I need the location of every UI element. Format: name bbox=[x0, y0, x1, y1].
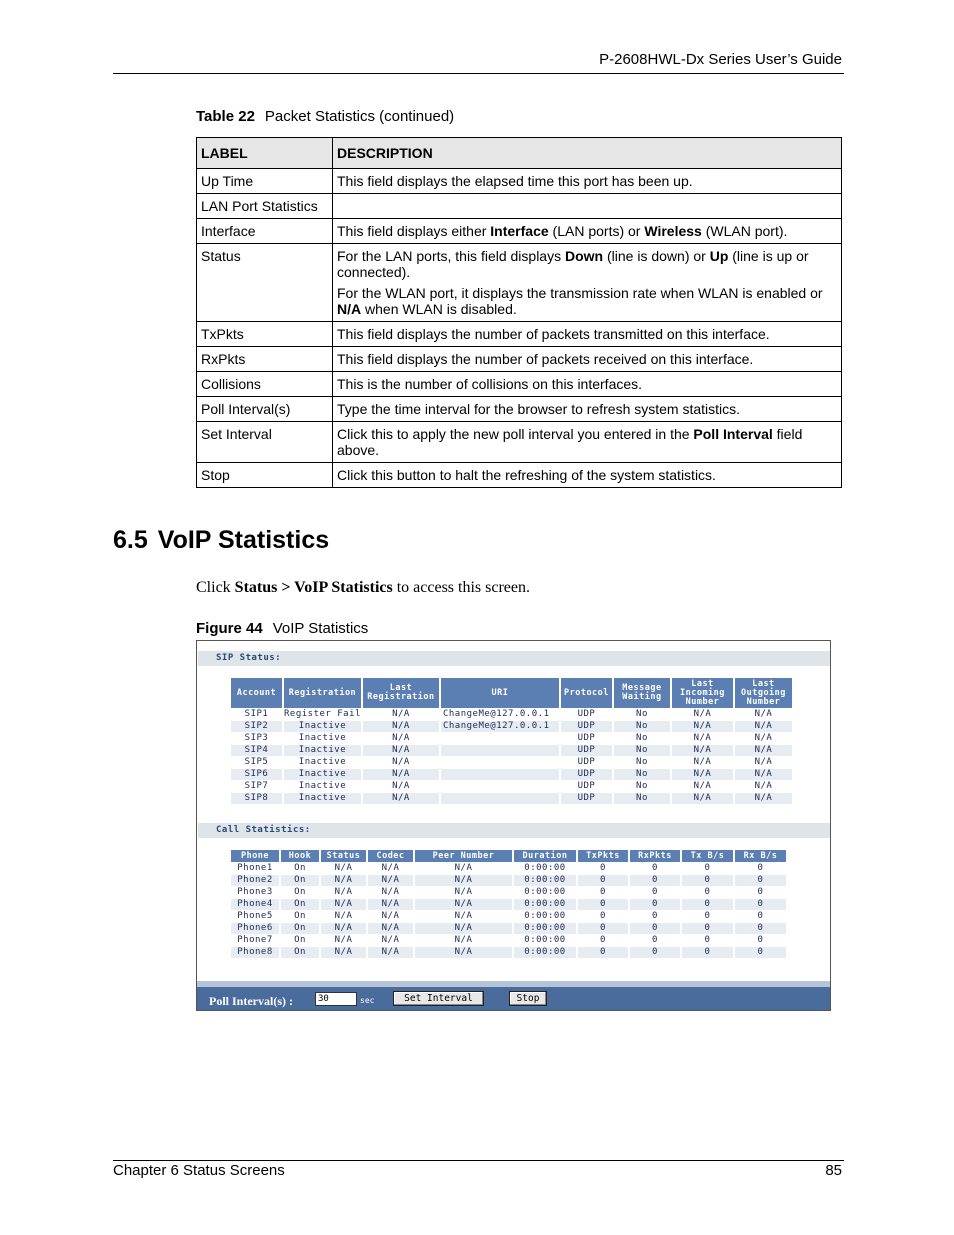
table-cell: Inactive bbox=[284, 745, 361, 756]
table-cell: 0:00:00 bbox=[524, 911, 566, 921]
column-header: RxPkts bbox=[630, 850, 680, 862]
table-row bbox=[197, 194, 842, 219]
table-row bbox=[197, 244, 842, 322]
footer-chapter: Chapter 6 Status Screens bbox=[113, 1162, 285, 1179]
sip-status-title: SIP Status: bbox=[198, 651, 830, 666]
poll-interval-input[interactable] bbox=[315, 992, 357, 1006]
table-cell: 0 bbox=[652, 887, 658, 897]
column-header: Last Registration bbox=[363, 678, 439, 708]
row-label: Interface bbox=[197, 219, 333, 244]
table-cell: 0 bbox=[704, 887, 711, 897]
table-cell: SIP3 bbox=[244, 733, 269, 743]
table-row bbox=[197, 219, 842, 244]
table-cell: N/A bbox=[693, 757, 712, 767]
table-cell: UDP bbox=[577, 709, 596, 719]
call-table-row bbox=[231, 863, 786, 874]
table-cell: 0:00:00 bbox=[524, 887, 566, 897]
column-header: Codec bbox=[368, 850, 413, 862]
table-header-row bbox=[197, 138, 842, 169]
table-cell: SIP8 bbox=[231, 793, 282, 804]
table-cell: N/A bbox=[381, 887, 400, 897]
table-cell: 0 bbox=[735, 947, 786, 958]
table-cell: 0 bbox=[630, 875, 680, 886]
table-cell: On bbox=[294, 935, 306, 945]
table-cell: N/A bbox=[368, 923, 413, 934]
table-cell: SIP7 bbox=[244, 781, 269, 791]
row-description: Click this button to halt the refreshing of the system statistics. bbox=[333, 463, 842, 488]
row-description bbox=[333, 422, 842, 463]
table-cell: N/A bbox=[735, 745, 792, 756]
sip-table-row bbox=[231, 721, 792, 732]
table-cell: N/A bbox=[381, 935, 400, 945]
table-cell: N/A bbox=[321, 899, 366, 910]
column-header: Peer Number bbox=[415, 850, 512, 862]
table-cell: UDP bbox=[561, 721, 612, 732]
paragraph bbox=[337, 285, 837, 317]
table-cell: 0 bbox=[757, 935, 764, 945]
table-cell: N/A bbox=[363, 793, 439, 804]
header-rule bbox=[113, 73, 844, 74]
table-cell: Phone5 bbox=[237, 911, 273, 921]
table-cell: 0 bbox=[600, 863, 606, 873]
table-cell: On bbox=[281, 875, 319, 886]
table-cell: No bbox=[636, 757, 648, 767]
table-cell: N/A bbox=[454, 911, 473, 921]
table-cell: Inactive bbox=[298, 781, 347, 791]
table-row bbox=[197, 463, 842, 488]
table-cell: N/A bbox=[693, 781, 712, 791]
table-cell: Inactive bbox=[284, 769, 361, 780]
poll-interval-bar bbox=[197, 981, 830, 1010]
table-cell: 0:00:00 bbox=[514, 947, 576, 958]
text-run: (WLAN port). bbox=[701, 223, 788, 239]
table-cell: N/A bbox=[415, 899, 512, 910]
table-cell: Inactive bbox=[284, 793, 361, 804]
table-cell: N/A bbox=[334, 911, 353, 921]
table-cell bbox=[441, 793, 559, 804]
running-header: P-2608HWL-Dx Series User’s Guide bbox=[599, 51, 842, 68]
table-cell: 0 bbox=[757, 887, 764, 897]
sip-table-row bbox=[231, 745, 792, 756]
table-cell: ChangeMe@127.0.0.1 bbox=[441, 721, 559, 732]
table-cell: N/A bbox=[334, 863, 353, 873]
table-cell: N/A bbox=[693, 733, 712, 743]
call-table-row bbox=[231, 923, 786, 934]
table-cell: UDP bbox=[577, 757, 596, 767]
table-cell: On bbox=[294, 911, 306, 921]
sip-status-table bbox=[229, 677, 794, 805]
table-cell: 0 bbox=[735, 899, 786, 910]
description-column-header: DESCRIPTION bbox=[333, 138, 842, 169]
table-cell: 0 bbox=[630, 923, 680, 934]
column-header: Hook bbox=[281, 850, 319, 862]
table-cell: No bbox=[636, 733, 648, 743]
column-header: Last Incoming Number bbox=[672, 678, 733, 708]
table-cell: N/A bbox=[735, 793, 792, 804]
table-cell: No bbox=[614, 769, 670, 780]
table-cell: N/A bbox=[672, 721, 733, 732]
table-cell bbox=[441, 733, 559, 744]
text-run: (LAN ports) or bbox=[548, 223, 645, 239]
table-cell: Phone2 bbox=[231, 875, 279, 886]
table-caption bbox=[196, 108, 454, 125]
sip-table-row bbox=[231, 709, 792, 720]
table-cell: 0 bbox=[682, 923, 733, 934]
text-run: This field displays either bbox=[337, 223, 491, 239]
page-number: 85 bbox=[825, 1162, 842, 1179]
table-cell: N/A bbox=[415, 875, 512, 886]
table-cell: SIP1 bbox=[244, 709, 269, 719]
table-row bbox=[197, 372, 842, 397]
table-row bbox=[197, 422, 842, 463]
column-header: Tx B/s bbox=[682, 850, 733, 862]
table-cell: 0 bbox=[682, 899, 733, 910]
table-cell: N/A bbox=[672, 769, 733, 780]
table-cell: Phone7 bbox=[237, 935, 273, 945]
row-description: This field displays the number of packets received on this interface. bbox=[333, 347, 842, 372]
column-header: URI bbox=[441, 678, 559, 708]
row-label: RxPkts bbox=[197, 347, 333, 372]
table-cell: ChangeMe@127.0.0.1 bbox=[442, 709, 550, 719]
table-cell: N/A bbox=[454, 935, 473, 945]
table-cell: N/A bbox=[392, 757, 410, 767]
table-cell: N/A bbox=[363, 721, 439, 732]
table-cell: N/A bbox=[392, 733, 410, 743]
table-cell: 0:00:00 bbox=[514, 923, 576, 934]
text-run: Click this to apply the new poll interval you entered in the bbox=[337, 426, 694, 442]
table-cell: 0 bbox=[600, 935, 606, 945]
table-cell: Phone8 bbox=[231, 947, 279, 958]
table-cell: N/A bbox=[693, 709, 712, 719]
table-cell: On bbox=[294, 863, 306, 873]
table-cell: 0 bbox=[630, 899, 680, 910]
table-cell: UDP bbox=[561, 793, 612, 804]
table-cell: N/A bbox=[415, 923, 512, 934]
table-cell: N/A bbox=[672, 745, 733, 756]
table-cell: N/A bbox=[392, 709, 410, 719]
table-cell: No bbox=[636, 709, 648, 719]
intro-paragraph bbox=[196, 579, 530, 597]
table-cell: On bbox=[281, 947, 319, 958]
column-header: Rx B/s bbox=[735, 850, 786, 862]
text-run: Click bbox=[196, 579, 235, 596]
table-cell: N/A bbox=[321, 923, 366, 934]
bold-term: Up bbox=[709, 248, 729, 264]
row-label: TxPkts bbox=[197, 322, 333, 347]
section-number: 6.5 bbox=[113, 526, 148, 554]
row-description: This field displays the number of packets transmitted on this interface. bbox=[333, 322, 842, 347]
table-cell: N/A bbox=[672, 793, 733, 804]
table-cell: 0 bbox=[652, 911, 658, 921]
table-cell: N/A bbox=[454, 887, 473, 897]
table-cell: On bbox=[294, 887, 306, 897]
table-cell: On bbox=[281, 899, 319, 910]
sip-table-row bbox=[231, 769, 792, 780]
sip-header-row bbox=[231, 678, 792, 708]
table-cell: UDP bbox=[561, 769, 612, 780]
table-cell bbox=[441, 757, 559, 768]
table-cell: 0 bbox=[600, 911, 606, 921]
table-cell: 0 bbox=[682, 875, 733, 886]
table-cell: UDP bbox=[577, 781, 596, 791]
column-header: Account bbox=[231, 678, 282, 708]
row-label: Status bbox=[197, 244, 333, 322]
table-cell: N/A bbox=[368, 875, 413, 886]
table-cell: 0 bbox=[578, 923, 628, 934]
table-cell bbox=[441, 769, 559, 780]
call-statistics-title: Call Statistics: bbox=[198, 823, 830, 838]
table-cell: 0 bbox=[757, 911, 764, 921]
sip-table-row bbox=[231, 793, 792, 804]
table-cell: 0 bbox=[735, 875, 786, 886]
table-cell: N/A bbox=[415, 947, 512, 958]
bold-term: Poll Interval bbox=[693, 426, 773, 442]
table-cell: 0 bbox=[578, 899, 628, 910]
table-title: Packet Statistics (continued) bbox=[264, 108, 455, 125]
table-number: Table 22 bbox=[196, 108, 255, 125]
table-cell: N/A bbox=[363, 769, 439, 780]
table-row bbox=[197, 347, 842, 372]
poll-interval-unit: sec bbox=[360, 996, 375, 1005]
table-cell: N/A bbox=[334, 887, 353, 897]
table-cell: N/A bbox=[754, 733, 773, 743]
table-cell: UDP bbox=[561, 745, 612, 756]
column-header: Registration bbox=[284, 678, 361, 708]
table-cell: 0 bbox=[578, 875, 628, 886]
row-description: This is the number of collisions on this interfaces. bbox=[333, 372, 842, 397]
figure-caption bbox=[196, 620, 368, 637]
table-cell: Register Fail bbox=[284, 709, 361, 719]
bold-term: Interface bbox=[490, 223, 549, 239]
figure-title: VoIP Statistics bbox=[272, 620, 369, 637]
row-label: Stop bbox=[197, 463, 333, 488]
figure-number: Figure 44 bbox=[196, 620, 263, 637]
column-header: TxPkts bbox=[578, 850, 628, 862]
footer-rule bbox=[113, 1160, 844, 1161]
table-cell: 0 bbox=[652, 935, 658, 945]
column-header: Last Outgoing Number bbox=[735, 678, 792, 708]
table-cell: No bbox=[614, 793, 670, 804]
table-row bbox=[197, 397, 842, 422]
table-cell: Inactive bbox=[298, 757, 347, 767]
table-cell: 0:00:00 bbox=[524, 935, 566, 945]
column-header: Message Waiting bbox=[614, 678, 670, 708]
table-cell: 0 bbox=[704, 863, 711, 873]
section-title: VoIP Statistics bbox=[157, 526, 330, 554]
packet-statistics-table bbox=[196, 137, 842, 488]
table-cell: N/A bbox=[368, 899, 413, 910]
text-run: For the LAN ports, this field displays bbox=[337, 248, 565, 264]
text-run: For the WLAN port, it displays the transmission rate when WLAN is enabled or bbox=[337, 285, 823, 301]
table-cell: N/A bbox=[754, 709, 773, 719]
table-cell: 0:00:00 bbox=[514, 875, 576, 886]
paragraph bbox=[337, 248, 837, 280]
table-cell: No bbox=[614, 745, 670, 756]
table-cell: N/A bbox=[454, 863, 473, 873]
table-cell: N/A bbox=[754, 781, 773, 791]
stop-button[interactable]: Stop bbox=[509, 991, 547, 1006]
text-run: to access this screen. bbox=[392, 579, 530, 596]
bold-term: Down bbox=[565, 248, 604, 264]
table-cell: N/A bbox=[321, 947, 366, 958]
row-label: Poll Interval(s) bbox=[197, 397, 333, 422]
table-cell bbox=[441, 781, 559, 792]
row-description: Type the time interval for the browser to refresh system statistics. bbox=[333, 397, 842, 422]
table-cell: 0 bbox=[735, 923, 786, 934]
table-cell: 0 bbox=[704, 911, 711, 921]
text-run: field above. bbox=[337, 426, 803, 458]
call-statistics-table bbox=[229, 849, 788, 959]
table-cell: N/A bbox=[368, 947, 413, 958]
sip-table-row bbox=[231, 733, 792, 744]
table-cell: 0 bbox=[600, 887, 606, 897]
call-table-row bbox=[231, 875, 786, 886]
column-header: Phone bbox=[231, 850, 279, 862]
table-cell: UDP bbox=[577, 733, 596, 743]
column-header: Duration bbox=[514, 850, 576, 862]
table-cell: No bbox=[614, 721, 670, 732]
row-label: Set Interval bbox=[197, 422, 333, 463]
table-cell: N/A bbox=[381, 911, 400, 921]
row-description: This field displays the elapsed time this port has been up. bbox=[333, 169, 842, 194]
table-cell: 0 bbox=[578, 947, 628, 958]
call-table-row bbox=[231, 899, 786, 910]
row-description bbox=[333, 194, 842, 219]
table-cell: N/A bbox=[735, 769, 792, 780]
row-description bbox=[333, 219, 842, 244]
row-label: LAN Port Statistics bbox=[197, 194, 333, 219]
table-cell: 0 bbox=[757, 863, 764, 873]
poll-interval-label: Poll Interval(s) : bbox=[209, 994, 293, 1008]
call-header-row bbox=[231, 850, 786, 862]
table-cell: Phone6 bbox=[231, 923, 279, 934]
table-cell: SIP2 bbox=[231, 721, 282, 732]
table-cell: Phone4 bbox=[231, 899, 279, 910]
table-cell: 0:00:00 bbox=[524, 863, 566, 873]
sip-table-row bbox=[231, 757, 792, 768]
column-header: Status bbox=[321, 850, 366, 862]
table-cell: N/A bbox=[363, 745, 439, 756]
table-cell: N/A bbox=[321, 875, 366, 886]
table-cell: Phone1 bbox=[237, 863, 273, 873]
call-table-row bbox=[231, 935, 786, 946]
menu-path: Status > VoIP Statistics bbox=[234, 579, 393, 596]
table-cell: No bbox=[636, 781, 648, 791]
table-cell: 0 bbox=[682, 947, 733, 958]
table-cell: SIP5 bbox=[244, 757, 269, 767]
table-cell: SIP4 bbox=[231, 745, 282, 756]
table-cell: Inactive bbox=[298, 733, 347, 743]
label-column-header: LABEL bbox=[197, 138, 333, 169]
table-cell: N/A bbox=[334, 935, 353, 945]
table-cell: Phone3 bbox=[237, 887, 273, 897]
text-run: (line is up or connected). bbox=[337, 248, 809, 280]
table-cell bbox=[441, 745, 559, 756]
bold-term: N/A bbox=[337, 301, 362, 317]
call-table-row bbox=[231, 911, 786, 922]
table-cell: 0 bbox=[652, 863, 658, 873]
row-label: Up Time bbox=[197, 169, 333, 194]
row-label: Collisions bbox=[197, 372, 333, 397]
set-interval-button[interactable]: Set Interval bbox=[393, 991, 484, 1006]
section-heading bbox=[113, 526, 329, 555]
table-cell: 0:00:00 bbox=[514, 899, 576, 910]
sip-table-row bbox=[231, 781, 792, 792]
row-description bbox=[333, 244, 842, 322]
bold-term: Wireless bbox=[644, 223, 702, 239]
table-row bbox=[197, 322, 842, 347]
table-cell: N/A bbox=[381, 863, 400, 873]
table-cell: 0 bbox=[704, 935, 711, 945]
table-cell: 0 bbox=[630, 947, 680, 958]
table-cell: N/A bbox=[735, 721, 792, 732]
call-table-row bbox=[231, 887, 786, 898]
table-cell: N/A bbox=[754, 757, 773, 767]
table-cell: N/A bbox=[392, 781, 410, 791]
call-table-row bbox=[231, 947, 786, 958]
text-run: when WLAN is disabled. bbox=[361, 301, 517, 317]
text-run: (line is down) or bbox=[603, 248, 710, 264]
column-header: Protocol bbox=[561, 678, 612, 708]
table-cell: Inactive bbox=[284, 721, 361, 732]
voip-statistics-screen bbox=[196, 640, 831, 1011]
table-cell: SIP6 bbox=[231, 769, 282, 780]
table-row bbox=[197, 169, 842, 194]
table-cell: On bbox=[281, 923, 319, 934]
